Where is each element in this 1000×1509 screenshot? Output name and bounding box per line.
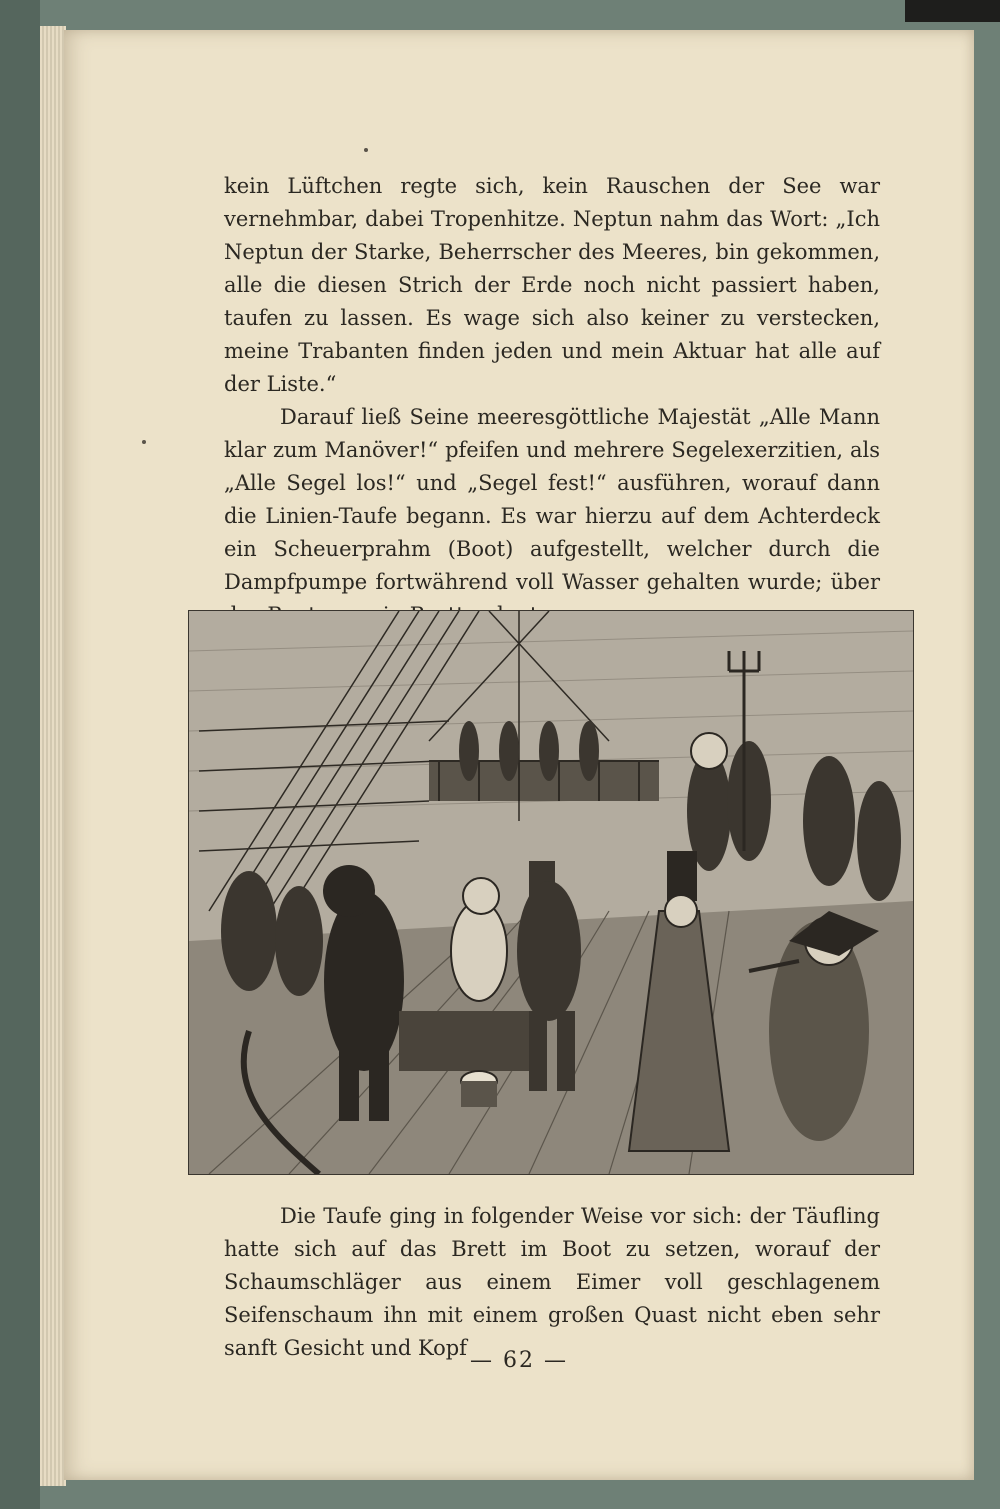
page-number: — 62 — [470,1348,568,1373]
book-spine-edge [0,0,40,1509]
speck-mark [364,148,368,152]
paragraph: kein Lüftchen regte sich, kein Rauschen der See war vernehmbar, dabei Tropenhitze. Neptun nahm das Wort: „Ich Neptun der Starke, Beherrscher des Meeres, bin gekommen, alle die diesen Strich der Erde noch nicht passiert haben, taufen zu lassen. Es wage sich also keiner zu verstecken, meine Trabanten finden jeden und mein Aktuar hat alle auf der Liste.“ [224,174,880,396]
paragraph: Darauf ließ Seine meeresgöttliche Majestät „Alle Mann klar zum Manöver!“ pfeifen und mehrere Segelexerzitien, als „Alle Segel los!“ und „Segel fest!“ ausführen, worauf dann die Linien-Taufe begann. Es war hierzu auf dem Achterdeck ein Scheuerprahm (Boot) aufgestellt, welcher durch die Dampfpumpe fortwährend voll Wasser gehalten wurde; über [224,405,880,594]
paragraph: Die Taufe ging in folgender Weise vor sich: der Täufling hatte sich auf das Brett im Boot zu setzen, worauf der Schaumschläger aus einem Eimer voll geschlagenem Seifenschaum ihn mit einem großen Quast nicht eben sehr sanft Gesicht und Kopf [224,1204,880,1360]
book-page [64,30,974,1480]
background-corner [905,0,1000,22]
illustration-line-crossing-ceremony [188,610,914,1175]
speck-mark [142,440,146,444]
page-edges [40,26,66,1486]
text-block-bottom [224,1200,880,1365]
